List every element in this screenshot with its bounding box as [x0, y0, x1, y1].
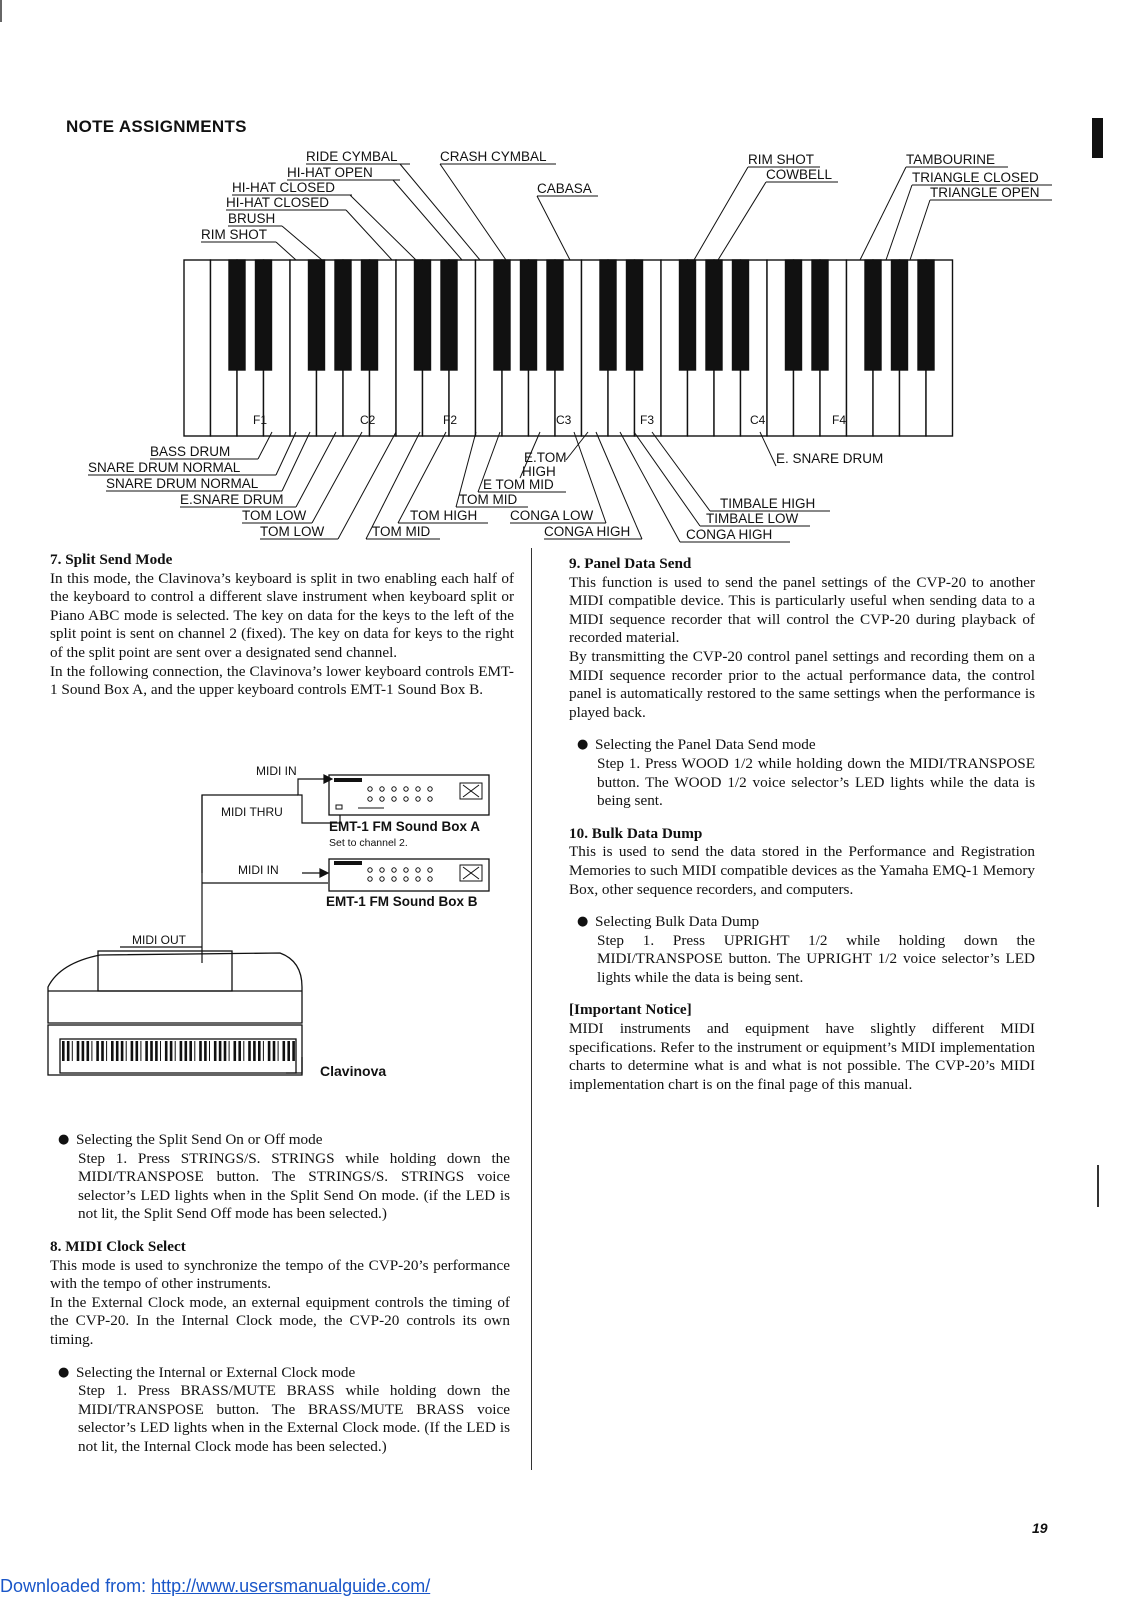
- label-tambourine: TAMBOURINE: [906, 152, 996, 167]
- note-assignment-diagram: [0, 140, 1132, 550]
- label-tom-high: TOM HIGH: [410, 508, 478, 523]
- panel-data-bullet: ● Selecting the Panel Data Send mode: [577, 736, 816, 754]
- label-hi-hat-open: HI-HAT OPEN: [287, 165, 373, 180]
- clavinova-key: [82, 1041, 85, 1061]
- clavinova-key: [121, 1041, 124, 1061]
- clavinova-key: [136, 1041, 139, 1061]
- label-timbale-high: TIMBALE HIGH: [720, 496, 816, 511]
- clavinova-key: [238, 1041, 241, 1061]
- key-label-f3: F3: [640, 413, 655, 427]
- split-send-title: 7. Split Send Mode: [50, 551, 173, 568]
- label-e-snare-drum-right: E. SNARE DRUM: [776, 451, 884, 466]
- label-bass-drum: BASS DRUM: [150, 444, 231, 459]
- page-number: 19: [1032, 1520, 1048, 1536]
- clavinova-key: [229, 1041, 230, 1061]
- clavinova-key: [160, 1041, 161, 1061]
- clavinova-key: [253, 1041, 256, 1061]
- clavinova-key: [77, 1041, 80, 1061]
- midi-clock-title: 8. MIDI Clock Select: [50, 1237, 186, 1255]
- footer-link[interactable]: http://www.usersmanualguide.com/: [151, 1576, 431, 1596]
- clavinova-key: [204, 1041, 207, 1061]
- panel-data-para-1: This function is used to send the panel settings of the CVP-20 to another MIDI compatible device. This is particularly useful when sending data to a MIDI sequence recorder that will control the CVP-20 during playback of recorded material.: [569, 573, 1035, 647]
- clavinova-key: [91, 1041, 92, 1061]
- key-label-c3: C3: [556, 413, 572, 427]
- split-send-step: Step 1. Press STRINGS/S. STRINGS while holding down the MIDI/TRANSPOSE button. The STRINGS/S. STRINGS voice selector’s LED lights when in the Split Send On mode. (if the LED is not lit, the Split Send Off mode has been selected.): [78, 1149, 510, 1223]
- white-key: [184, 260, 211, 436]
- black-key: [627, 260, 643, 370]
- clavinova-key: [189, 1041, 192, 1061]
- label-conga-low: CONGA LOW: [510, 508, 594, 523]
- key-label-c4: C4: [750, 413, 766, 427]
- black-key: [362, 260, 378, 370]
- split-send-section: [50, 551, 514, 700]
- midi-connection-diagram: [40, 755, 520, 1085]
- label-box-a-note: Set to channel 2.: [329, 837, 408, 849]
- split-send-bullet: ● Selecting the Split Send On or Off mode: [58, 1131, 323, 1148]
- clavinova-key: [170, 1041, 173, 1061]
- page-heading: NOTE ASSIGNMENTS: [66, 117, 247, 136]
- black-key: [918, 260, 934, 370]
- label-midi-in-b: MIDI IN: [238, 863, 279, 877]
- bulk-dump-para: This is used to send the data stored in the Performance and Registration Memories to such MIDI compatible devices as the Yamaha EMQ-1 Memory Box, other sequence recorders, and computers.: [569, 843, 1035, 898]
- clavinova-key: [145, 1041, 148, 1061]
- label-snare-drum-normal-2: SNARE DRUM NORMAL: [106, 476, 259, 491]
- split-send-para-1: In this mode, the Clavinova’s keyboard is split in two enabling each half of the keyboard to control a different slave instrument when keyboard split or Piano ABC mode is selected. The key on data for the keys to the left of the split point is sent on channel 2 (fixed). The key on data for keys to the right of the split point are sent over a designated send channel.: [50, 569, 514, 661]
- label-hi-hat-closed-2: HI-HAT CLOSED: [226, 195, 330, 210]
- midi-clock-bullet: ● Selecting the Internal or External Clock mode: [58, 1363, 356, 1381]
- label-triangle-open: TRIANGLE OPEN: [930, 185, 1040, 200]
- black-key: [547, 260, 563, 370]
- black-key: [786, 260, 802, 370]
- midi-clock-step: Step 1. Press BRASS/MUTE BRASS while holding down the MIDI/TRANSPOSE button. The BRASS/MUTE BRASS voice selector’s LED lights when in the External Clock mode. (If the LED is not lit, the Internal Clock mode has been selected.): [78, 1382, 510, 1455]
- left-column-lower: [50, 1131, 510, 1457]
- panel-data-step: Step 1. Press WOOD 1/2 while holding down the MIDI/TRANSPOSE button. The WOOD 1/2 voice selector’s LED lights while the data is being sent.: [597, 754, 1035, 810]
- label-midi-in-top: MIDI IN: [256, 764, 297, 778]
- clavinova-keys: [62, 1041, 295, 1061]
- clavinova-key: [175, 1041, 176, 1061]
- black-key: [229, 260, 245, 370]
- label-tom-mid-1: TOM MID: [372, 524, 431, 539]
- black-key: [892, 260, 908, 370]
- label-midi-thru: MIDI THRU: [221, 805, 283, 819]
- clavinova-key: [165, 1041, 168, 1061]
- label-box-a: EMT-1 FM Sound Box A: [329, 819, 480, 834]
- black-key: [335, 260, 351, 370]
- label-tom-mid-2: TOM MID: [459, 492, 518, 507]
- label-conga-high-1: CONGA HIGH: [544, 524, 631, 539]
- label-triangle-closed: TRIANGLE CLOSED: [912, 170, 1039, 185]
- bulk-dump-bullet: ● Selecting Bulk Data Dump: [577, 913, 760, 931]
- black-key: [256, 260, 272, 370]
- clavinova-key: [131, 1041, 134, 1061]
- bullet-dot: ●: [577, 914, 589, 930]
- clavinova-key: [194, 1041, 195, 1061]
- clavinova-key: [116, 1041, 119, 1061]
- clavinova-key: [185, 1041, 188, 1061]
- clavinova-key: [219, 1041, 222, 1061]
- black-key: [600, 260, 616, 370]
- label-timbale-low: TIMBALE LOW: [706, 511, 799, 526]
- clavinova-key: [273, 1041, 276, 1061]
- label-clavinova: Clavinova: [320, 1063, 387, 1079]
- sound-box-a: [329, 775, 489, 815]
- label-cowbell: COWBELL: [766, 167, 833, 182]
- black-key: [865, 260, 881, 370]
- clavinova-key: [199, 1041, 202, 1061]
- key-label-c2: C2: [360, 413, 376, 427]
- black-key: [494, 260, 510, 370]
- clavinova-key: [278, 1041, 279, 1061]
- notice-title: [Important Notice]: [569, 1001, 692, 1019]
- label-e-snare-drum-left: E.SNARE DRUM: [180, 492, 284, 507]
- black-key: [680, 260, 696, 370]
- split-send-para-2: In the following connection, the Clavinova’s lower keyboard controls EMT-1 Sound Box A, and the upper keyboard controls EMT-1 Sound Box B.: [50, 662, 514, 699]
- clavinova-key: [263, 1041, 264, 1061]
- clavinova-key: [87, 1041, 90, 1061]
- clavinova-key: [140, 1041, 141, 1061]
- footer-prefix: Downloaded from:: [0, 1576, 152, 1596]
- clavinova-key: [287, 1041, 290, 1061]
- clavinova-key: [106, 1041, 107, 1061]
- clavinova-key: [243, 1041, 244, 1061]
- clavinova-key: [101, 1041, 104, 1061]
- black-key: [706, 260, 722, 370]
- bullet-dot: ●: [58, 1364, 70, 1380]
- label-e-tom-mid: E TOM MID: [483, 477, 554, 492]
- black-key: [733, 260, 749, 370]
- sound-box-b: [329, 859, 489, 891]
- clavinova-key: [111, 1041, 114, 1061]
- label-ride-cymbal: RIDE CYMBAL: [306, 149, 398, 164]
- key-label-f4: F4: [832, 413, 847, 427]
- clavinova-key: [214, 1041, 217, 1061]
- label-e-tom: E.TOM: [524, 450, 567, 465]
- download-footer: [0, 1576, 430, 1597]
- black-key: [521, 260, 537, 370]
- label-rim-shot-left: RIM SHOT: [201, 227, 267, 242]
- label-tom-low-2: TOM LOW: [260, 524, 325, 539]
- black-key: [309, 260, 325, 370]
- black-key: [415, 260, 431, 370]
- scan-edge-mark: [1097, 1165, 1099, 1207]
- clavinova-key: [150, 1041, 153, 1061]
- bulk-dump-title: 10. Bulk Data Dump: [569, 824, 703, 842]
- clavinova-key: [62, 1041, 65, 1061]
- label-crash-cymbal: CRASH CYMBAL: [440, 149, 547, 164]
- clavinova-key: [268, 1041, 271, 1061]
- clavinova-key: [96, 1041, 99, 1061]
- label-midi-out: MIDI OUT: [132, 933, 186, 947]
- clavinova-key: [292, 1041, 295, 1061]
- clavinova-key: [248, 1041, 251, 1061]
- clavinova-key: [283, 1041, 286, 1061]
- clavinova-key: [155, 1041, 158, 1061]
- notice-para: MIDI instruments and equipment have slightly different MIDI specifications. Refer to the instrument or equipment’s MIDI implementation charts to determine what is and what is not possible. The CVP-20’s MIDI implementation chart is on the final page of this manual.: [569, 1020, 1035, 1093]
- clavinova-key: [234, 1041, 237, 1061]
- black-key: [812, 260, 828, 370]
- bullet-dot: ●: [58, 1132, 70, 1147]
- midi-clock-para-1: This mode is used to synchronize the tempo of the CVP-20’s performance with the tempo of other instruments.: [50, 1256, 510, 1293]
- label-cabasa: CABASA: [537, 181, 592, 196]
- bulk-dump-step: Step 1. Press UPRIGHT 1/2 while holding down the MIDI/TRANSPOSE button. The UPRIGHT 1/2 voice selector’s LED lights while the data is being sent.: [597, 931, 1035, 986]
- clavinova-key: [258, 1041, 261, 1061]
- clavinova-key: [224, 1041, 227, 1061]
- key-label-f1: F1: [253, 413, 268, 427]
- black-key: [441, 260, 457, 370]
- panel-data-para-2: By transmitting the CVP-20 control panel settings and recording them on a MIDI sequence recorder prior to the actual performance data, the control panel is automatically restored to the same settings when the performance is played back.: [569, 647, 1035, 721]
- label-box-b: EMT-1 FM Sound Box B: [326, 894, 478, 909]
- clavinova-key: [72, 1041, 73, 1061]
- label-snare-drum-normal-1: SNARE DRUM NORMAL: [88, 460, 241, 475]
- right-column: [569, 555, 1035, 1094]
- label-tom-low-1: TOM LOW: [242, 508, 307, 523]
- midi-clock-para-2: In the External Clock mode, an external equipment controls the timing of the CVP-20. In the Internal Clock mode, the CVP-20 controls its own timing.: [50, 1293, 510, 1348]
- bullet-dot: ●: [577, 737, 589, 753]
- clavinova-key: [209, 1041, 210, 1061]
- keyboard-keys: [184, 260, 953, 436]
- scan-edge-mark: [0, 0, 2, 22]
- label-rim-shot-right: RIM SHOT: [748, 152, 814, 167]
- label-conga-high-2: CONGA HIGH: [686, 527, 773, 542]
- panel-data-title: 9. Panel Data Send: [569, 555, 692, 572]
- label-brush: BRUSH: [228, 211, 276, 226]
- column-divider: [531, 548, 532, 1470]
- label-high: HIGH: [522, 464, 556, 479]
- clavinova-key: [67, 1041, 70, 1061]
- key-label-f2: F2: [443, 413, 458, 427]
- clavinova-key: [180, 1041, 183, 1061]
- label-hi-hat-closed-1: HI-HAT CLOSED: [232, 180, 336, 195]
- clavinova-key: [126, 1041, 127, 1061]
